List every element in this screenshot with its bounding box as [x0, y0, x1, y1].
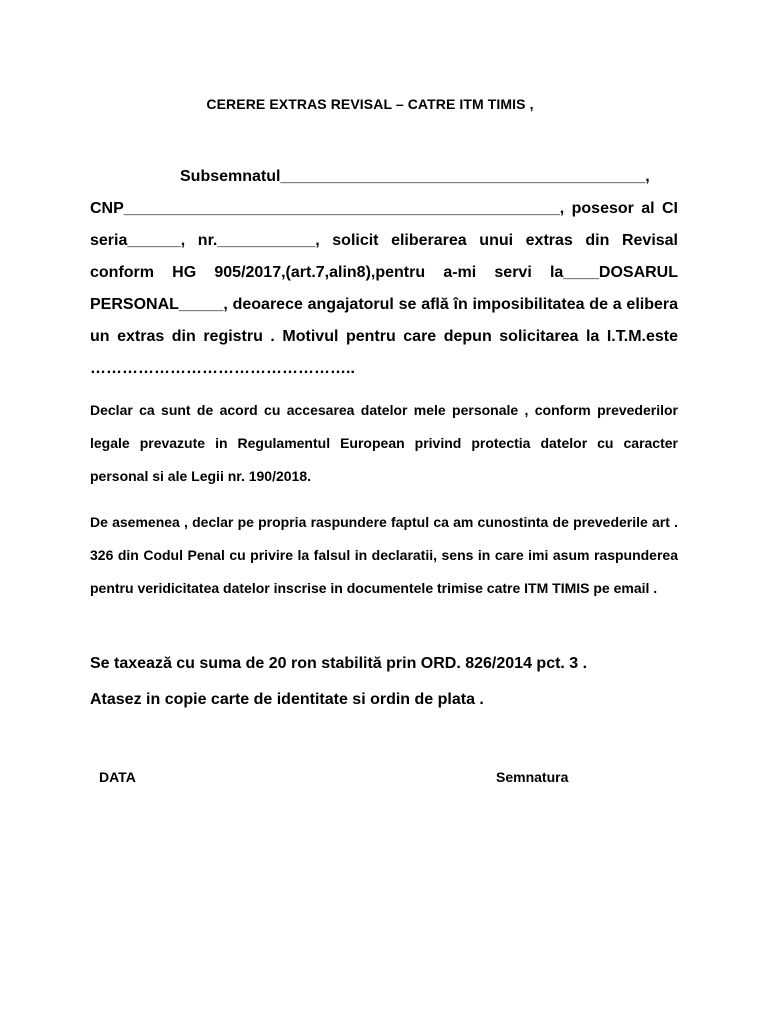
request-text: CNP_________________________________________________, posesor al CI seria______, nr.___________, solicit eliberarea unui extras din Revisal conform HG 905/2017,(art.7,alin8),pentru a-mi servi la____DOSARUL PERSONAL_____, deoarece angajatorul se află în imposibilitatea de a elibera un extras din registru . Motivul pentru care depun solicitarea la I.T.M.este …………………………………………..: [90, 200, 678, 377]
tax-line: Se taxează cu suma de 20 ron stabilită prin ORD. 826/2014 pct. 3 .: [90, 655, 588, 672]
document-title: CERERE EXTRAS REVISAL – CATRE ITM TIMIS ,: [206, 96, 534, 112]
date-label: DATA: [99, 769, 136, 785]
signature-label: Semnatura: [496, 769, 569, 785]
declaration-text: De asemenea , declar pe propria raspundere faptul ca am cunostinta de prevederile art . 326 din Codul Penal cu privire la falsul in declaratii, sens in care imi asum raspunderea pentru veridicitatea datelor inscrise in documentele trimise catre ITM TIMIS pe email .: [90, 514, 678, 596]
consent-text: Declar ca sunt de acord cu accesarea datelor mele personale , conform prevederilor legale prevazute in Regulamentul European privind protectia datelor cu caracter personal si ale Legii nr. 190/2018.: [90, 402, 678, 484]
declaration-paragraph: [90, 506, 678, 605]
request-body: [90, 161, 678, 385]
attachment-line: Atasez in copie carte de identitate si ordin de plata .: [90, 691, 484, 708]
consent-paragraph: [90, 394, 678, 493]
subsemnatul-line: Subsemnatul_________________________________________,: [180, 168, 650, 185]
